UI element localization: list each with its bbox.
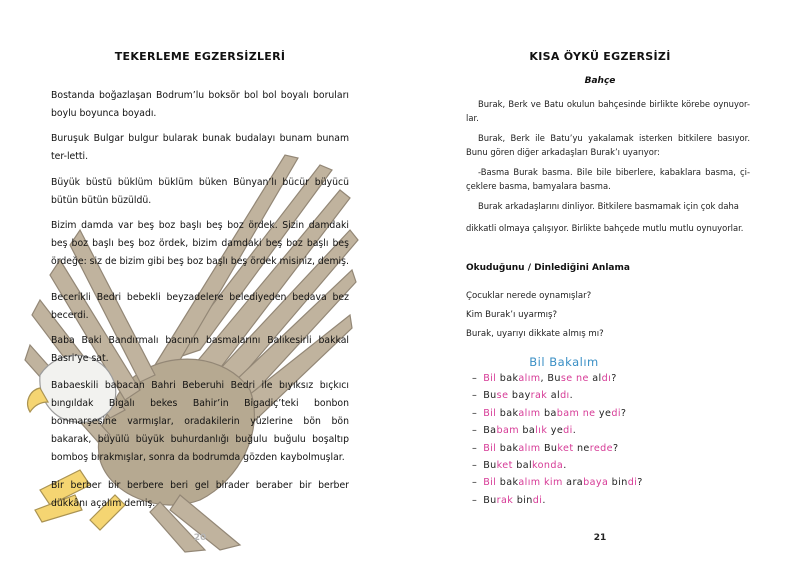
- syllable: Bu: [540, 442, 558, 454]
- line-dash: –: [472, 494, 478, 506]
- syllable: .: [542, 494, 546, 506]
- syllable: ?: [612, 442, 619, 454]
- syllable: ne: [573, 442, 590, 454]
- story-paragraph-3: -Basma Burak basma. Bile bile biberlere, kabaklara basma, çi-çeklere basma, bamyalara basma.: [466, 167, 750, 191]
- tongue-twister-3: Büyük büstü büklüm büklüm büken Bünyan’lı bücür büyücü bütün bütün büzüldü.: [51, 177, 349, 206]
- bil-bakalim-line: [472, 477, 643, 488]
- highlighted-syllable: Bil: [483, 477, 497, 489]
- highlighted-syllable: lık: [535, 425, 548, 437]
- highlighted-syllable: konda: [532, 460, 564, 471]
- story-paragraph-5: dikkatli olmaya çalışıyor. Birlikte bahçede mutlu mutlu oynuyorlar.: [466, 223, 744, 233]
- highlighted-syllable: alım: [518, 477, 541, 489]
- syllable: ?: [611, 373, 617, 384]
- bil-bakalim-box: [466, 352, 662, 508]
- page-number: 21: [593, 533, 607, 543]
- syllable: bak: [496, 477, 519, 489]
- syllable: al: [547, 390, 561, 402]
- highlighted-syllable: rede: [589, 442, 613, 454]
- bil-bakalim-line: [472, 390, 573, 401]
- tongue-twister-7: Babaeskili babacan Bahri Beberuhi Bedri ile bıyıksız bıçkıcı bıngıldak Bigalı bekes Bahir’in Bigadiç’teki bonbon bonmarşesine varmışlar, oradakilerin yüzlerine bön bön bakarak, büyülü büyük buhurdanlığı buğulu buğulu boşaltıp bomboş bırakmışlar, sonra da bodrumda gözden kaybolmuşlar.: [51, 380, 349, 463]
- highlighted-syllable: ket: [557, 442, 574, 454]
- syllable: bak: [496, 442, 519, 454]
- right-page: [400, 0, 800, 564]
- syllable: bal: [512, 460, 533, 471]
- story-paragraph-1: Burak, Berk ve Batu okulun bahçesinde birlikte körebe oynuyor-lar.: [466, 99, 750, 123]
- syllable: .: [569, 390, 574, 402]
- syllable: Bu: [483, 460, 497, 471]
- syllable: ba: [540, 407, 557, 419]
- highlighted-syllable: alım: [518, 373, 541, 384]
- highlighted-syllable: bam: [496, 425, 519, 437]
- line-dash: –: [472, 477, 478, 489]
- line-dash: –: [472, 407, 478, 419]
- question-2: Kim Burak’ı uyarmış?: [466, 310, 558, 320]
- highlighted-syllable: di: [563, 425, 573, 437]
- highlighted-syllable: alım: [518, 407, 541, 419]
- tongue-twister-2: Buruşuk Bulgar bulgur bularak bunak budalayı bunam bunam ter-letti.: [51, 133, 349, 162]
- syllable: bak: [496, 407, 519, 419]
- highlighted-syllable: alım: [518, 442, 541, 454]
- highlighted-syllable: se: [496, 390, 509, 402]
- highlighted-syllable: Bil: [483, 442, 497, 454]
- highlighted-syllable: bam: [556, 407, 580, 419]
- highlighted-syllable: dı: [601, 373, 612, 384]
- bil-bakalim-title: Bil Bakalım: [529, 355, 599, 369]
- bil-bakalim-line: [472, 495, 546, 506]
- highlighted-syllable: kim: [543, 477, 563, 489]
- highlighted-syllable: dı: [560, 390, 570, 402]
- bil-bakalim-line: [472, 443, 618, 454]
- highlighted-syllable: rak: [530, 390, 548, 402]
- page-title: TEKERLEME EGZERSİZLERİ: [114, 50, 286, 63]
- highlighted-syllable: di: [532, 494, 543, 506]
- syllable: ye: [547, 425, 564, 437]
- syllable: Bu: [483, 390, 497, 402]
- line-dash: –: [472, 460, 478, 471]
- page-number: 20: [193, 533, 207, 543]
- story-paragraph-4: Burak arkadaşlarını dinliyor. Bitkilere basmamak için çok daha: [478, 201, 739, 211]
- question-1: Çocuklar nerede oynamışlar?: [466, 291, 592, 301]
- bil-bakalim-line: [472, 425, 576, 436]
- highlighted-syllable: di: [611, 407, 621, 419]
- tongue-twister-4: Bizim damda var beş boz başlı beş boz ördek. Sizin damdaki beş boz başlı beş boz ördek, bizim damdaki beş boz başlı beş ördeğe: siz de bizim gibi beş boz başlı beş ördek misiniz, demiş.: [51, 220, 349, 267]
- page-title: KISA ÖYKÜ EGZERSİZİ: [529, 50, 671, 63]
- syllable: ara: [562, 477, 584, 489]
- highlighted-syllable: se: [560, 373, 573, 384]
- tongue-twister-8: Bir berber bir berbere beri gel birader beraber bir berber dükkânı açalım demiş.: [51, 480, 349, 509]
- syllable: , Bu: [540, 373, 561, 384]
- syllable: Ba: [483, 425, 497, 437]
- line-dash: –: [472, 373, 478, 384]
- story-title: Bahçe: [584, 76, 616, 86]
- syllable: Bu: [483, 494, 497, 506]
- syllable: bin: [513, 494, 533, 506]
- syllable: ba: [518, 425, 536, 437]
- syllable: al: [588, 373, 602, 384]
- syllable: bak: [496, 373, 519, 384]
- syllable: .: [572, 425, 577, 437]
- highlighted-syllable: Bil: [483, 407, 497, 419]
- bil-bakalim-line: [472, 408, 626, 419]
- highlighted-syllable: Bil: [483, 373, 497, 384]
- syllable: .: [563, 460, 567, 471]
- line-dash: –: [472, 425, 478, 437]
- story-paragraph-2: Burak, Berk ile Batu’yu yakalamak isterken bitkilere basıyor. Bunu gören diğer arkadaşları Burak’ı uyarıyor:: [466, 133, 750, 157]
- highlighted-syllable: di: [627, 477, 638, 489]
- syllable: bin: [608, 477, 628, 489]
- tongue-twister-1: Bostanda boğazlaşan Bodrum’lu boksör bol bol boyalı boruları boylu boyunca boyadı.: [51, 90, 349, 119]
- syllable: ?: [620, 407, 627, 419]
- highlighted-syllable: ne: [582, 407, 596, 419]
- highlighted-syllable: baya: [583, 477, 609, 489]
- highlighted-syllable: ne: [576, 373, 589, 384]
- line-dash: –: [472, 442, 478, 454]
- question-3: Burak, uyarıyı dikkate almış mı?: [466, 329, 604, 339]
- tongue-twister-5: Becerikli Bedri bebekli beyzadelere belediyeden bedava bez becerdi.: [51, 292, 349, 321]
- syllable: ?: [637, 477, 643, 489]
- comprehension-heading: Okuduğunu / Dinlediğini Anlama: [466, 263, 630, 273]
- syllable: bay: [508, 390, 531, 402]
- bil-bakalim-line: [472, 373, 617, 384]
- highlighted-syllable: rak: [496, 494, 514, 506]
- syllable: ye: [595, 407, 612, 419]
- highlighted-syllable: ket: [496, 460, 513, 471]
- bil-bakalim-line: [472, 460, 567, 471]
- line-dash: –: [472, 390, 478, 402]
- tongue-twister-6: Baba Baki Bandırmalı bacının basmalarını Balıkesirli bakkal Basri’ye sat.: [51, 335, 349, 364]
